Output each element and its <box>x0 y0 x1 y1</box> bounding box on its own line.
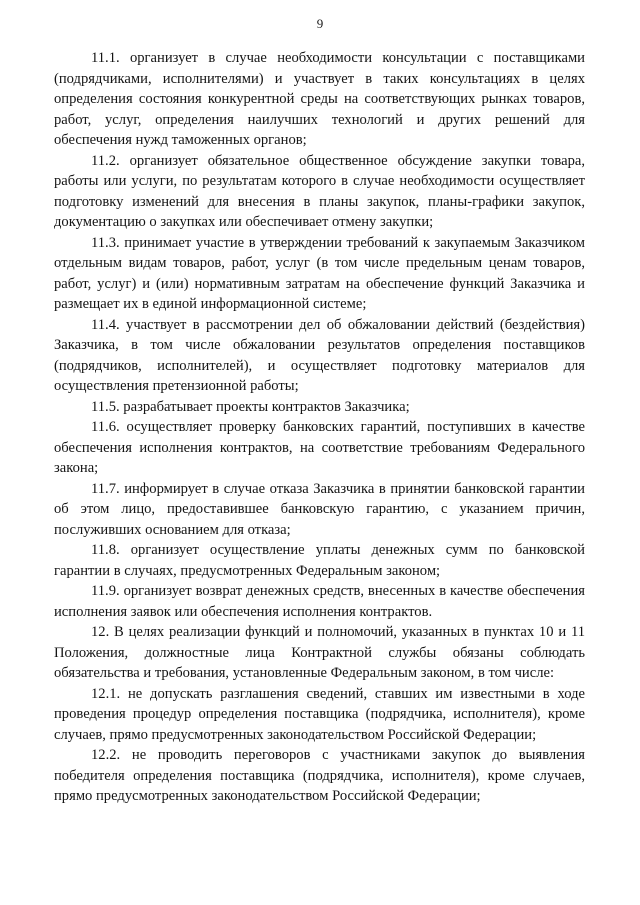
paragraph-11-6: 11.6. осуществляет проверку банковских гарантий, поступивших в качестве обеспечения исполнения контрактов, на соответствие требованиям Федерального закона; <box>54 419 585 476</box>
document-body <box>54 48 585 807</box>
paragraph-11-3: 11.3. принимает участие в утверждении требований к закупаемым Заказчиком отдельным видам товаров, работ, услуг (в том числе предельным ценам товаров, работ, услуг) и (или) нормативным затратам на обеспечение функций Заказчика и размещает их в единой информационной системе; <box>54 234 585 312</box>
paragraph-11-8: 11.8. организует осуществление уплаты денежных сумм по банковской гарантии в случаях, предусмотренных Федеральным законом; <box>54 542 585 579</box>
paragraph-11-9: 11.9. организует возврат денежных средств, внесенных в качестве обеспечения исполнения заявок или обеспечения исполнения контрактов. <box>54 583 585 620</box>
paragraph-12-2: 12.2. не проводить переговоров с участниками закупок до выявления победителя определения поставщика (подрядчика, исполнителя), кроме случаев, прямо предусмотренных законодательством Российской Федерации; <box>54 747 585 804</box>
page-number: 9 <box>316 16 324 31</box>
paragraph-12-1: 12.1. не допускать разглашения сведений, ставших им известными в ходе проведения процедур определения поставщика (подрядчика, исполнителя), кроме случаев, прямо предусмотренных законодательством Российской Федерации; <box>54 685 585 743</box>
paragraph-11-2: 11.2. организует обязательное общественное обсуждение закупки товара, работы или услуги, по результатам которого в случае необходимости осуществляет подготовку изменений для внесения в планы закупок, планы-графики закупок, документацию о закупках или обеспечивает отмену закупки; <box>54 152 585 230</box>
paragraph-11-5: 11.5. разрабатывает проекты контрактов Заказчика; <box>91 398 410 415</box>
paragraph-11-7: 11.7. информирует в случае отказа Заказчика в принятии банковской гарантии об этом лицо, предоставившее банковскую гарантию, с указанием причин, послуживших основанием для отказа; <box>54 480 585 538</box>
paragraph-11-4: 11.4. участвует в рассмотрении дел об обжаловании действий (бездействия) Заказчика, в том числе обжаловании результатов определения поставщиков (подрядчиков, исполнителей), и осуществляет подготовку материалов для осуществления претензионной работы; <box>54 316 585 394</box>
paragraph-12: 12. В целях реализации функций и полномочий, указанных в пунктах 10 и 11 Положения, должностные лица Контрактной службы обязаны соблюдать обязательства и требования, установленные Федеральным законом, в том числе: <box>54 624 585 681</box>
paragraph-11-1: 11.1. организует в случае необходимости консультации с поставщиками (подрядчиками, исполнителями) и участвует в таких консультациях в целях определения состояния конкурентной среды на соответствующих рынках товаров, работ, услуг, определения наилучших технологий и других решений для обеспечения нужд таможенных органов; <box>54 50 585 148</box>
